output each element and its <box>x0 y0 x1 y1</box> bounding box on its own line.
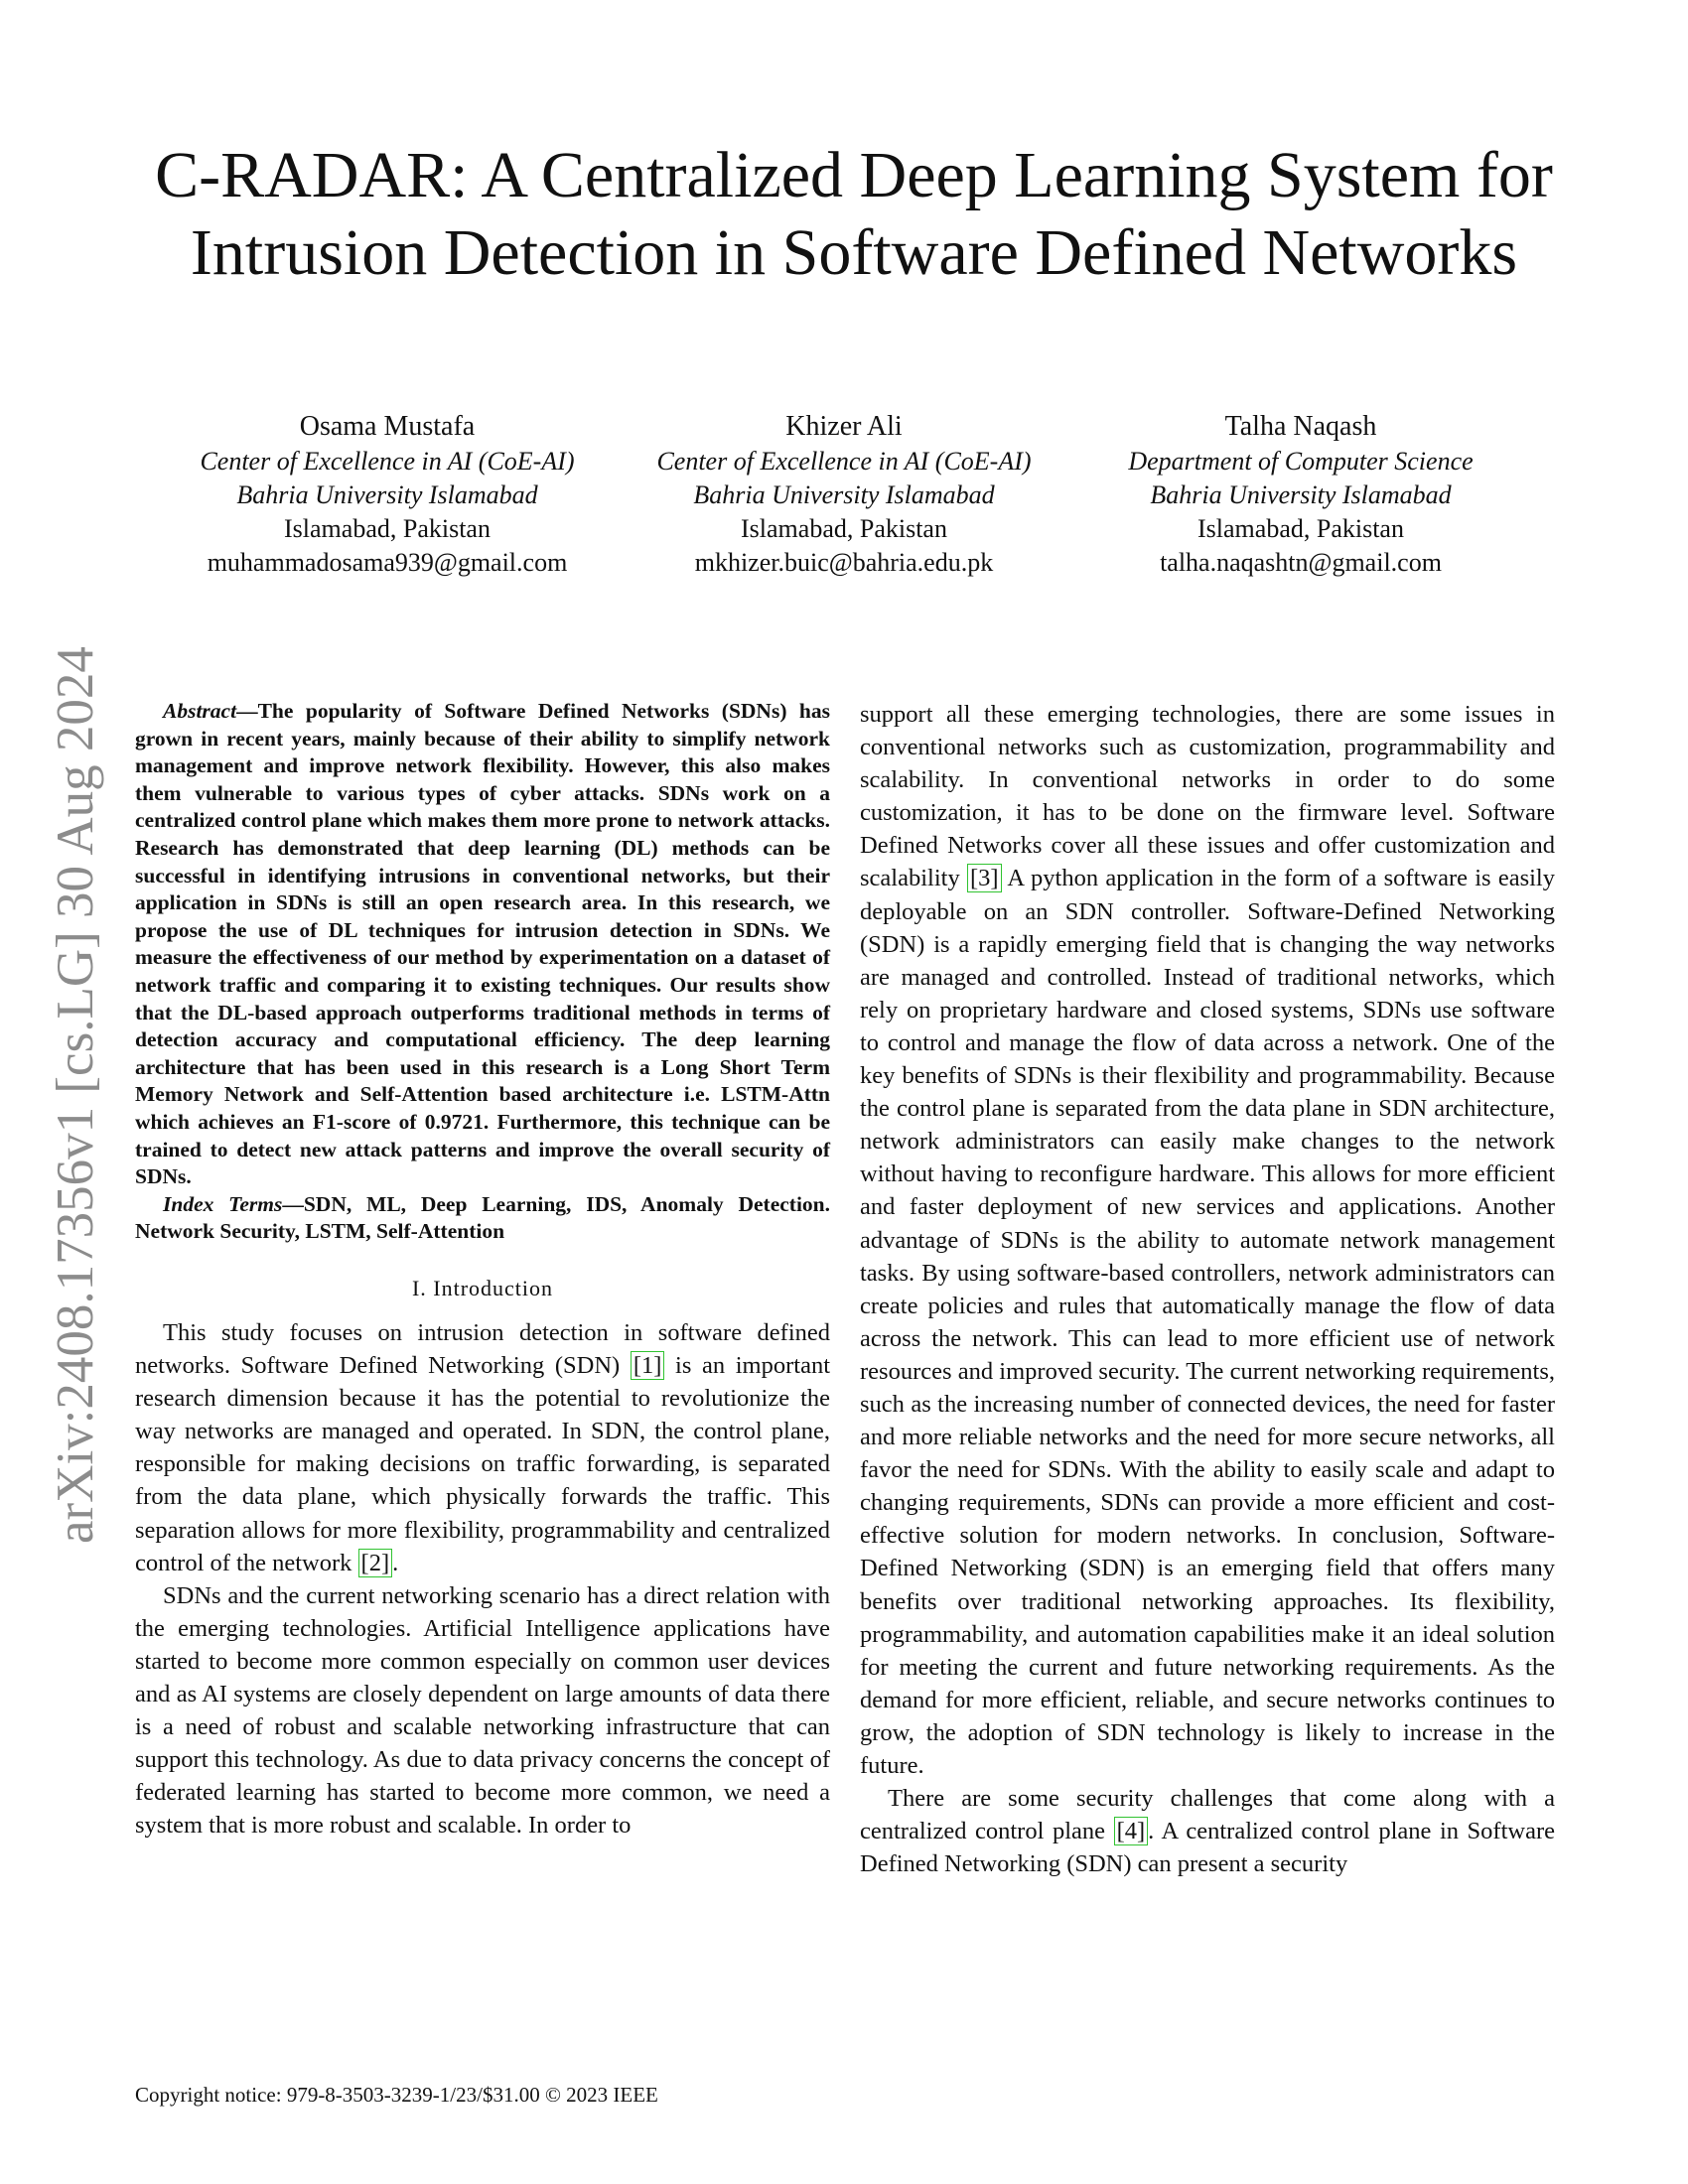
right-paragraph-1 <box>860 698 1555 1782</box>
copyright-notice: Copyright notice: 979-8-3503-3239-1/23/$31.00 © 2023 IEEE <box>135 2083 658 2107</box>
author-2 <box>616 409 1072 580</box>
citation-link[interactable]: [3] <box>967 864 1002 892</box>
author-email[interactable]: mkhizer.buic@bahria.edu.pk <box>694 548 994 577</box>
author-name: Osama Mustafa <box>299 411 476 442</box>
intro-paragraph-2: SDNs and the current networking scenario has a direct relation with the emerging technologies. Artificial Intelligence applications have started to become more common especially on common user devices and as AI systems are closely dependent on large amounts of data there is a need of robust and scalable networking infrastructure that can support this technology. As due to data privacy concerns the concept of federated learning has started to become more common, we need a system that is more robust and scalable. In order to <box>135 1581 830 1840</box>
paragraph-text: There are some security challenges that come along with a centralized control plane <box>860 1785 1555 1845</box>
right-column <box>860 698 1555 1880</box>
citation-link[interactable]: [1] <box>631 1351 665 1380</box>
paragraph-text: is an important research dimension because it has the potential to revolutionize the way networks are managed and operated. In SDN, the control plane, responsible for making decisions on traffic forwarding, is separated from the data plane, which physically forwards the traffic. This separation allows for more flexibility, programmability and centralized control of the network <box>135 1352 831 1576</box>
author-email[interactable]: talha.naqashtn@gmail.com <box>1160 548 1442 577</box>
author-location: Islamabad, Pakistan <box>284 514 491 543</box>
author-affiliation: Center of Excellence in AI (CoE-AI) <box>200 447 575 476</box>
author-university: Bahria University Islamabad <box>1150 480 1452 509</box>
author-3 <box>1072 409 1529 580</box>
author-1 <box>159 409 616 580</box>
citation-link[interactable]: [4] <box>1114 1817 1149 1845</box>
author-affiliation: Department of Computer Science <box>1128 447 1474 476</box>
section-heading-introduction: I. Introduction <box>411 1275 554 1300</box>
paragraph-text: . <box>392 1549 399 1576</box>
author-name: Talha Naqash <box>1224 411 1377 442</box>
left-column <box>135 698 830 1842</box>
paragraph-text: support all these emerging technologies, there are some issues in conventional networks such as customization, programmability and scalability. In conventional networks in order to do some customization, it has to be done on the firmware level. Software Defined Networks cover all these issues and offer customization and scalability <box>860 701 1555 892</box>
index-terms <box>135 1191 830 1246</box>
author-name: Khizer Ali <box>785 411 903 442</box>
author-university: Bahria University Islamabad <box>693 480 995 509</box>
author-university: Bahria University Islamabad <box>236 480 538 509</box>
author-location: Islamabad, Pakistan <box>1197 514 1404 543</box>
paragraph-text: A python application in the form of a software is easily deployable on an SDN controller. Software-Defined Networking (SDN) is a rapidly emerging field that is changing the way networks are managed and controlled. Instead of traditional networks, which rely on proprietary hardware and closed systems, SDNs use software to control and manage the flow of data across a network. One of the key benefits of SDNs is their flexibility and programmability. Because the control plane is separated from the data plane in SDN architecture, network administrators can easily make changes to the network without having to reconfigure hardware. This allows for more efficient and faster deployment of new services and applications. Another advantage of SDNs is the ability to automate network management tasks. By using software-based controllers, network administrators can create policies and rules that automatically manage the flow of data across the network. This can lead to more efficient use of network resources and improved security. The current networking requirements, such as the increasing number of connected devices, the need for faster and more reliable networks and the need for more secure networks, all favor the need for SDNs. With the ability to easily scale and adapt to changing requirements, SDNs can provide a more efficient and cost-effective solution for modern networks. In conclusion, Software-Defined Networking (SDN) is an emerging field that offers many benefits over traditional networking approaches. Its flexibility, programmability, and automation capabilities make it an ideal solution for meeting the current and future networking requirements. As the demand for more efficient, reliable, and secure networks continues to grow, the adoption of SDN technology is likely to increase in the future. <box>860 865 1555 1779</box>
author-block <box>159 409 1529 580</box>
abstract-text: —The popularity of Software Defined Networks (SDNs) has grown in recent years, mainly because of their ability to simplify network management and improve network flexibility. However, this also makes them vulnerable to various types of cyber attacks. SDNs work on a centralized control plane which makes them more prone to network attacks. Research has demonstrated that deep learning (DL) methods can be successful in identifying intrusions in conventional networks, but their application in SDNs is still an open research area. In this research, we propose the use of DL techniques for intrusion detection in SDNs. We measure the effectiveness of our method by experimentation on a dataset of network traffic and comparing it to existing techniques. Our results show that the DL-based approach outperforms traditional methods in terms of detection accuracy and computational efficiency. The deep learning architecture that has been used in this research is a Long Short Term Memory Network and Self-Attention based architecture i.e. LSTM-Attn which achieves an F1-score of 0.9721. Furthermore, this technique can be trained to detect new attack patterns and improve the overall security of SDNs. <box>135 699 830 1189</box>
author-email[interactable]: muhammadosama939@gmail.com <box>207 548 568 577</box>
intro-paragraph-1 <box>135 1316 830 1579</box>
paragraph-text: This study focuses on intrusion detection in software defined networks. Software Defined Networking (SDN) <box>135 1318 830 1380</box>
abstract-label: Abstract <box>163 699 237 723</box>
right-paragraph-2 <box>860 1782 1555 1880</box>
index-terms-label: Index Terms <box>163 1191 283 1216</box>
author-location: Islamabad, Pakistan <box>741 514 947 543</box>
paragraph-text: . A centralized control plane in Software Defined Networking (SDN) can present a security <box>860 1818 1555 1878</box>
citation-link[interactable]: [2] <box>358 1549 393 1577</box>
author-affiliation: Center of Excellence in AI (CoE-AI) <box>656 447 1032 476</box>
arxiv-identifier: arXiv:2408.17356v1 [cs.LG] 30 Aug 2024 <box>47 646 104 1544</box>
abstract <box>135 698 830 1191</box>
paper-title: C-RADAR: A Centralized Deep Learning System for Intrusion Detection in Software Defined Networks <box>155 139 1553 289</box>
index-terms-text: —SDN, ML, Deep Learning, IDS, Anomaly Detection. Network Security, LSTM, Self-Attention <box>135 1191 831 1244</box>
